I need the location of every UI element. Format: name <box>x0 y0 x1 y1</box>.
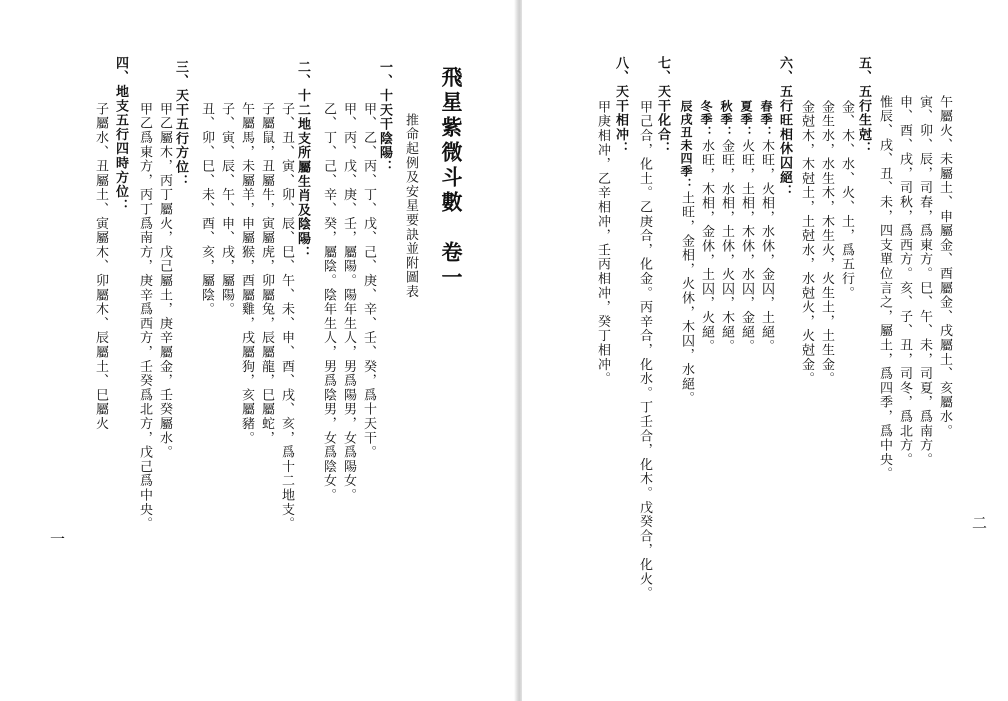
section-6-heading: 六、五行旺相休囚絕： <box>777 56 792 199</box>
section-1-line-2: 甲、丙、戊、庚、壬，屬陽。陽年生人，男爲陽男，女爲陽女。 <box>341 102 356 503</box>
section-1-heading: 一、十天干陰陽： <box>377 60 392 175</box>
season-row-autumn <box>720 100 733 354</box>
continuation-line-4: 惟辰、戌、丑、未，四支單位言之，屬土，爲四季，爲中央。 <box>877 95 892 482</box>
continuation-line-3: 申、酉、戌，司秋，爲西方。亥、子、丑，司冬，爲北方。 <box>897 95 912 467</box>
season-label-winter: 冬季： <box>699 100 713 139</box>
section-3-line-2: 甲乙爲東方，丙丁爲南方，庚辛爲西方，壬癸爲北方，戊己爲中央。 <box>137 102 152 531</box>
section-3-heading: 三、天干五行方位： <box>173 60 188 189</box>
section-3-line-1: 甲乙屬木，丙丁屬火，戊己屬土，庚辛屬金，壬癸屬水。 <box>157 102 172 460</box>
season-row-winter <box>700 100 713 354</box>
season-text-autumn: 金旺，水相，土休，火囚，木絕。 <box>719 139 734 354</box>
section-2-line-1: 子、丑、寅、卯、辰、巳、午、未、申、酉、戌、亥，爲十二地支。 <box>279 102 294 531</box>
chapter-subtitle: 推命起例及安星要訣並附圖表 <box>403 113 418 299</box>
season-row-four-seasons <box>680 100 693 406</box>
section-8-line-1: 甲庚相冲，乙辛相冲，壬丙相冲，癸丁相冲。 <box>595 100 610 386</box>
continuation-line-2: 寅、卯、辰，司春，爲東方。巳、午、未，司夏，爲南方。 <box>917 95 932 467</box>
section-2-line-4: 子、寅、辰、午、申、戌，屬陽。 <box>219 102 234 317</box>
section-5-line-2: 金生水，水生木，木生火，火生土，土生金。 <box>819 100 834 386</box>
season-text-spring: 木旺，火相，水休，金囚，土絕。 <box>759 139 774 354</box>
section-7-line-1: 甲己合，化土。乙庚合，化金。丙辛合，化水。丁壬合，化木。戊癸合，化火。 <box>637 100 652 601</box>
section-7-heading: 七、天干化合： <box>655 56 670 157</box>
section-5-heading: 五、五行生尅： <box>856 56 871 157</box>
section-4-heading: 四、地支五行四時方位： <box>113 56 128 214</box>
section-1-line-3: 乙、丁、己、辛、癸，屬陰。陰年生人，男爲陰男，女爲陰女。 <box>321 102 336 503</box>
season-row-summer <box>740 100 753 354</box>
section-5-line-1: 金、木、水、火、土，爲五行。 <box>839 100 854 301</box>
continuation-line-1: 午屬火、未屬土、申屬金、酉屬金、戌屬土、亥屬水。 <box>937 95 952 439</box>
season-text-winter: 水旺，木相，金休，土囚，火絕。 <box>699 139 714 354</box>
page-number-left: 一 <box>50 530 66 548</box>
section-2-line-2: 子屬鼠，丑屬牛，寅屬虎，卯屬兔，辰屬龍，巳屬蛇， <box>259 102 274 446</box>
section-5-line-3: 金尅木，木尅土，土尅水，水尅火，火尅金。 <box>799 100 814 386</box>
season-label-summer: 夏季： <box>739 100 753 139</box>
section-8-heading: 八、天干相冲： <box>613 56 628 157</box>
season-row-spring <box>760 100 773 354</box>
section-4-line-1: 子屬水、丑屬土、寅屬木、卯屬木、辰屬土、巳屬火 <box>93 102 108 431</box>
season-label-spring: 春季： <box>759 100 773 139</box>
season-label-four-seasons: 辰戌丑未四季： <box>679 100 693 191</box>
section-2-line-3: 午屬馬，未屬羊，申屬猴，酉屬雞，戌屬狗，亥屬豬。 <box>239 102 254 446</box>
right-page <box>522 0 1008 701</box>
section-2-line-5: 丑、卯、巳、未、酉、亥，屬陰。 <box>199 102 214 317</box>
season-label-autumn: 秋季： <box>719 100 733 139</box>
section-1-line-1: 甲、乙、丙、丁、戊、己、庚、辛、壬、癸，爲十天干。 <box>361 102 376 460</box>
page-number-right: 二 <box>972 514 988 532</box>
season-text-four-seasons: 土旺，金相，火休，木囚，水絕。 <box>679 191 694 406</box>
book-title: 飛星紫微斗數 卷一 <box>439 66 464 291</box>
section-2-heading: 二、十二地支所屬生肖及陰陽： <box>295 60 310 261</box>
season-text-summer: 火旺，土相，木休，水囚，金絕。 <box>739 139 754 354</box>
